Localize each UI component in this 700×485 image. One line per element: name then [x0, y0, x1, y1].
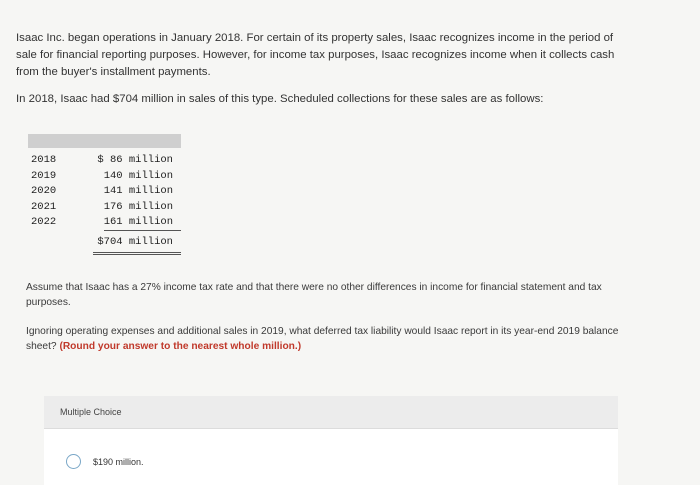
schedule-amount: 176 million — [103, 200, 173, 213]
schedule-amount: 140 million — [103, 169, 173, 182]
radio-button-icon[interactable] — [66, 454, 81, 469]
schedule-year: 2021 — [31, 200, 57, 213]
schedule-amount: 161 million — [104, 215, 181, 231]
schedule-header-bar — [28, 134, 181, 148]
answer-option[interactable] — [66, 454, 144, 469]
question-prompt-paragraph — [26, 324, 636, 354]
collections-schedule — [28, 134, 181, 255]
rounding-hint: (Round your answer to the nearest whole million.) — [59, 341, 302, 352]
schedule-amount: $ 86 million — [97, 154, 173, 166]
schedule-amount: 141 million — [103, 185, 173, 198]
schedule-row — [28, 184, 181, 200]
schedule-total: $704 million — [93, 235, 181, 255]
schedule-row — [28, 153, 181, 169]
schedule-year: 2022 — [31, 216, 57, 229]
intro-paragraph-1: Isaac Inc. began operations in January 2018. For certain of its property sales, Isaac recognizes income in the period of sale for financial reporting purposes. However, for income tax purposes, Isaac recognizes income when it collects cash from the buyer's installment payments. — [16, 32, 615, 78]
schedule-year: 2018 — [31, 154, 57, 166]
multiple-choice-header: Multiple Choice — [44, 396, 618, 429]
question-prompt: Ignoring operating expenses and additional sales in 2019, what deferred tax liability would Isaac report in its year-end 2019 balance sheet? — [26, 326, 619, 352]
problem-intro — [16, 30, 636, 108]
schedule-year: 2019 — [31, 169, 57, 182]
question-text — [26, 280, 636, 354]
answer-option-label: $190 million. — [93, 456, 144, 467]
intro-paragraph-2: In 2018, Isaac had $704 million in sales of this type. Scheduled collections for these sales are as follows: — [16, 93, 544, 105]
schedule-row — [28, 200, 181, 216]
assumption-text: Assume that Isaac has a 27% income tax rate and that there were no other differences in income for financial statement and tax purposes. — [26, 282, 602, 308]
schedule-year: 2020 — [31, 185, 57, 198]
multiple-choice-panel — [44, 396, 618, 485]
schedule-total-row — [28, 235, 181, 255]
schedule-row — [28, 215, 181, 231]
schedule-row — [28, 169, 181, 185]
